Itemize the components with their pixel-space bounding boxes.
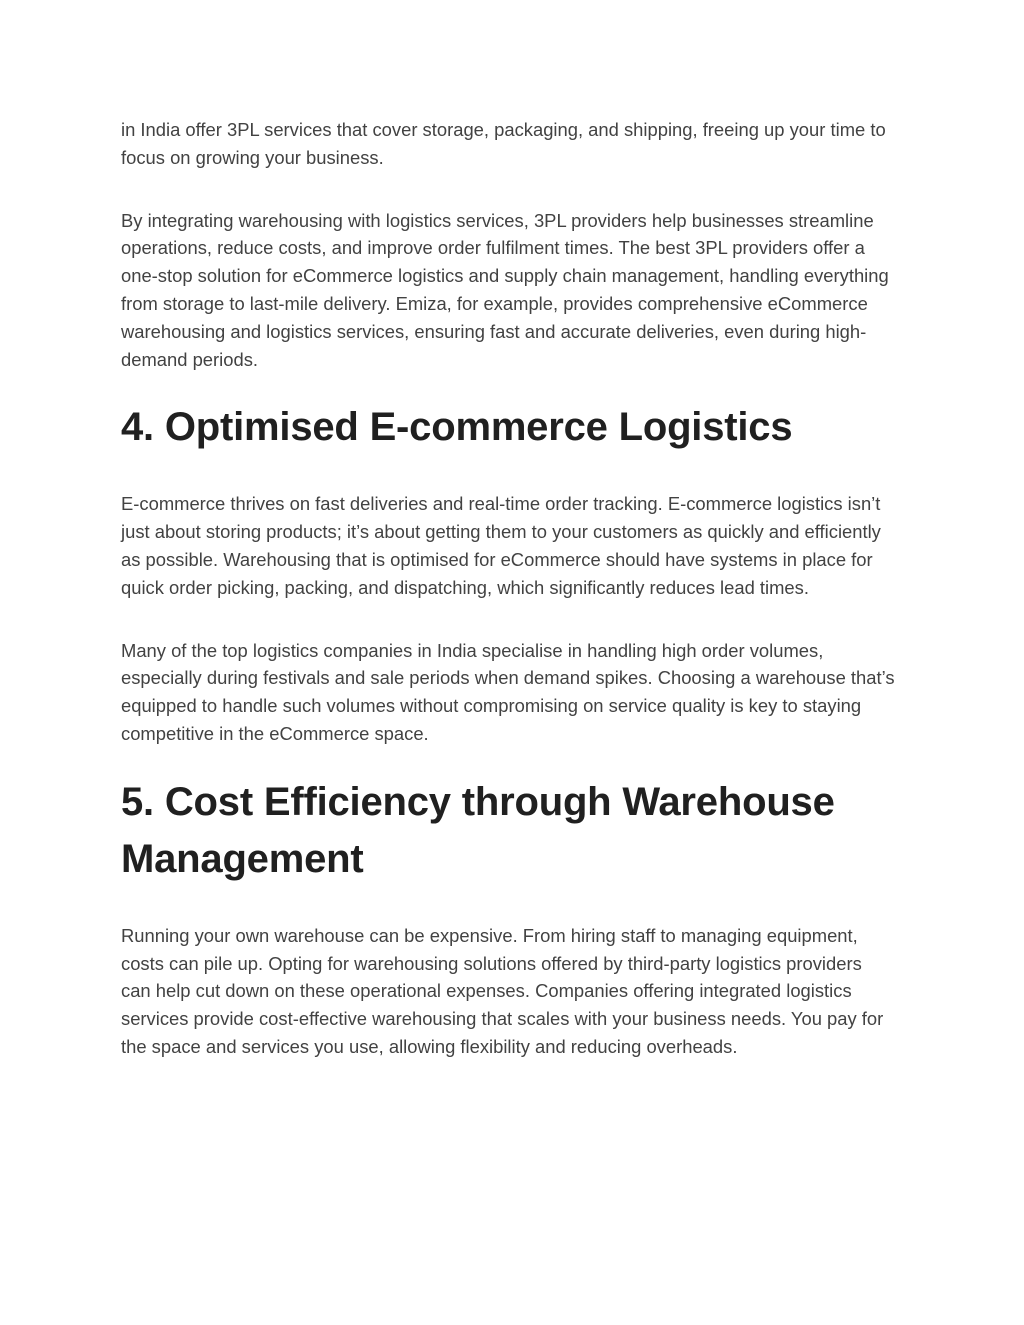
section-4-heading: 4. Optimised E-commerce Logistics bbox=[121, 405, 793, 450]
section-4-paragraph-1: E-commerce thrives on fast deliveries and real-time order tracking. E-commerce logistics isn’t just about storing products; it’s about getting them to your customers as quickly and efficiently as possible. Warehousing that is optimised for eCommerce should have systems in place for quick order picking, packing, and dispatching, which significantly reduces lead times. bbox=[121, 493, 881, 598]
intro-paragraph-2: By integrating warehousing with logistics services, 3PL providers help businesses streamline operations, reduce costs, and improve order fulfilment times. The best 3PL providers offer a one-stop solution for eCommerce logistics and supply chain management, handling everything from storage to last-mile delivery. Emiza, for example, provides comprehensive eCommerce warehousing and logistics services, ensuring fast and accurate deliveries, even during high-demand periods. bbox=[121, 209, 889, 370]
intro-paragraph-1: in India offer 3PL services that cover storage, packaging, and shipping, freeing up your time to focus on growing your business. bbox=[121, 119, 886, 168]
section-5-heading: 5. Cost Efficiency through Warehouse Management bbox=[121, 779, 835, 881]
section-4-paragraph-2: Many of the top logistics companies in India specialise in handling high order volumes, especially during festivals and sale periods when demand spikes. Choosing a warehouse that’s equipped to handle such volumes without compromising on service quality is key to staying competitive in the eCommerce space. bbox=[121, 639, 895, 744]
section-5-paragraph-1: Running your own warehouse can be expensive. From hiring staff to managing equipment, costs can pile up. Opting for warehousing solutions offered by third-party logistics providers can help cut down on these operational expenses. Companies offering integrated logistics services provide cost-effective warehousing that scales with your business needs. You pay for the space and services you use, allowing flexibility and reducing overheads. bbox=[121, 924, 884, 1057]
document-page bbox=[121, 116, 896, 1061]
